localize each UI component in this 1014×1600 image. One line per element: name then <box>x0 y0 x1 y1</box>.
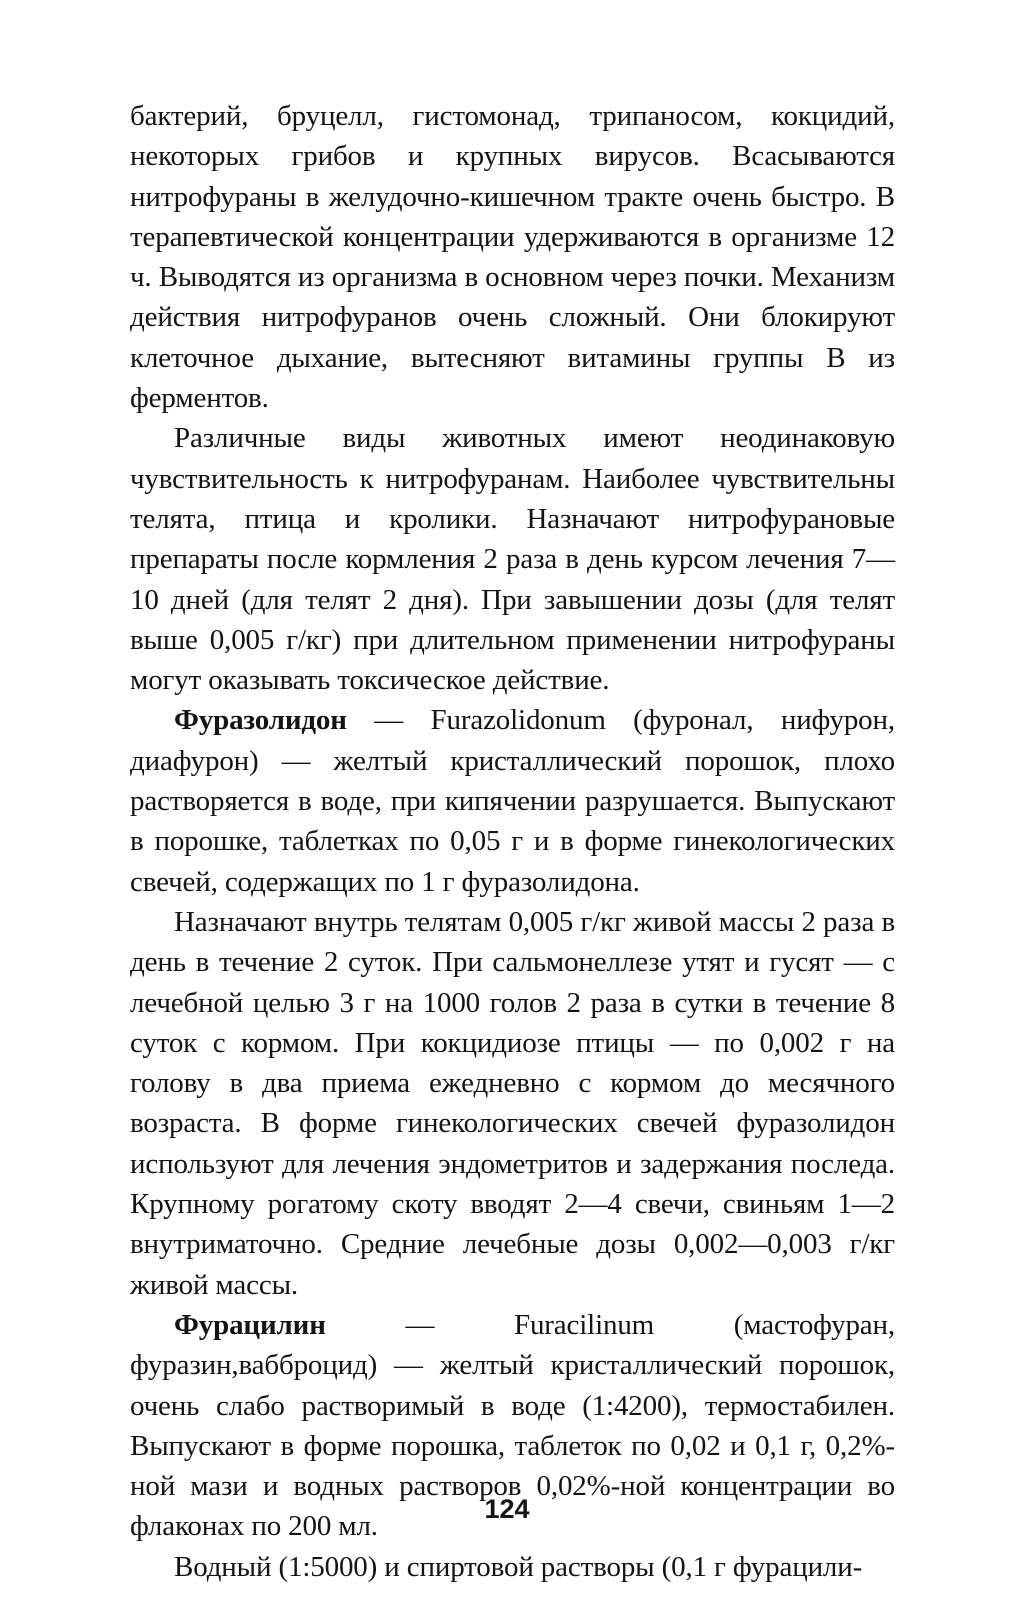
paragraph-text: — Furazolidonum (фуронал, нифурон, диафурон) — желтый кристаллический порошок, плохо растворяется в воде, при кипячении разрушается. Выпускают в порошке, таблетках по 0,05 г и в форме гинекологических свечей, содержащих по 1 г фуразолидона. <box>130 704 895 898</box>
paragraph-text: Водный (1:5000) и спиртовой растворы (0,1 г фурацили- <box>174 1550 863 1583</box>
paragraph-dosage <box>130 902 895 1305</box>
page-number: 124 <box>484 1494 530 1524</box>
paragraph-furazolidone <box>130 700 895 901</box>
paragraph-continuation <box>130 96 895 418</box>
drug-term: Фурацилин <box>174 1308 326 1341</box>
paragraph-text: Назначают внутрь телятам 0,005 г/кг живой массы 2 раза в день в течение 2 суток. При сальмонеллезе утят и гусят — с лечебной целью 3 г на 1000 голов 2 раза в сутки в течение 8 суток с кормом. При кокцидиозе птицы — по 0,002 г на голову в два приема ежедневно с кормом до месячного возраста. В форме гинекологических свечей фуразолидон используют для лечения эндометритов и задержания последа. Крупному рогатому скоту вводят 2—4 свечи, свиньям 1—2 внутриматочно. Средние лечебные дозы 0,002—0,003 г/кг живой массы. <box>130 905 895 1301</box>
paragraph-text: — Furacilinum (мастофуран, фуразин,вабброцид) — желтый кристаллический порошок, очень слабо растворимый в воде (1:4200), термостабилен. Выпускают в форме порошка, таблеток по 0,02 и 0,1 г, 0,2%-ной мази и водных растворов 0,02%-ной концентрации во флаконах по 200 мл. <box>130 1308 895 1543</box>
paragraph-text: Различные виды животных имеют неодинаковую чувствительность к нитрофуранам. Наиболее чувствительны телята, птица и кролики. Назначают нитрофурановые препараты после кормления 2 раза в день курсом лечения 7—10 дней (для телят 2 дня). При завышении дозы (для телят выше 0,005 г/кг) при длительном применении нитрофураны могут оказывать токсическое действие. <box>130 422 895 697</box>
body-text <box>130 96 895 1587</box>
drug-term: Фуразолидон <box>174 704 347 737</box>
paragraph-solutions <box>130 1547 895 1587</box>
paragraph-sensitivity <box>130 418 895 700</box>
paragraph-text: бактерий, бруцелл, гистомонад, трипаносом, кокцидий, некоторых грибов и крупных вирусов. Всасываются нитрофураны в желудочно-кишечном тракте очень быстро. В терапевтической концентрации удерживаются в организме 12 ч. Выводятся из организма в основном через почки. Механизм действия нитрофуранов очень сложный. Они блокируют клеточное дыхание, вытесняют витамины группы В из ферментов. <box>130 100 895 415</box>
